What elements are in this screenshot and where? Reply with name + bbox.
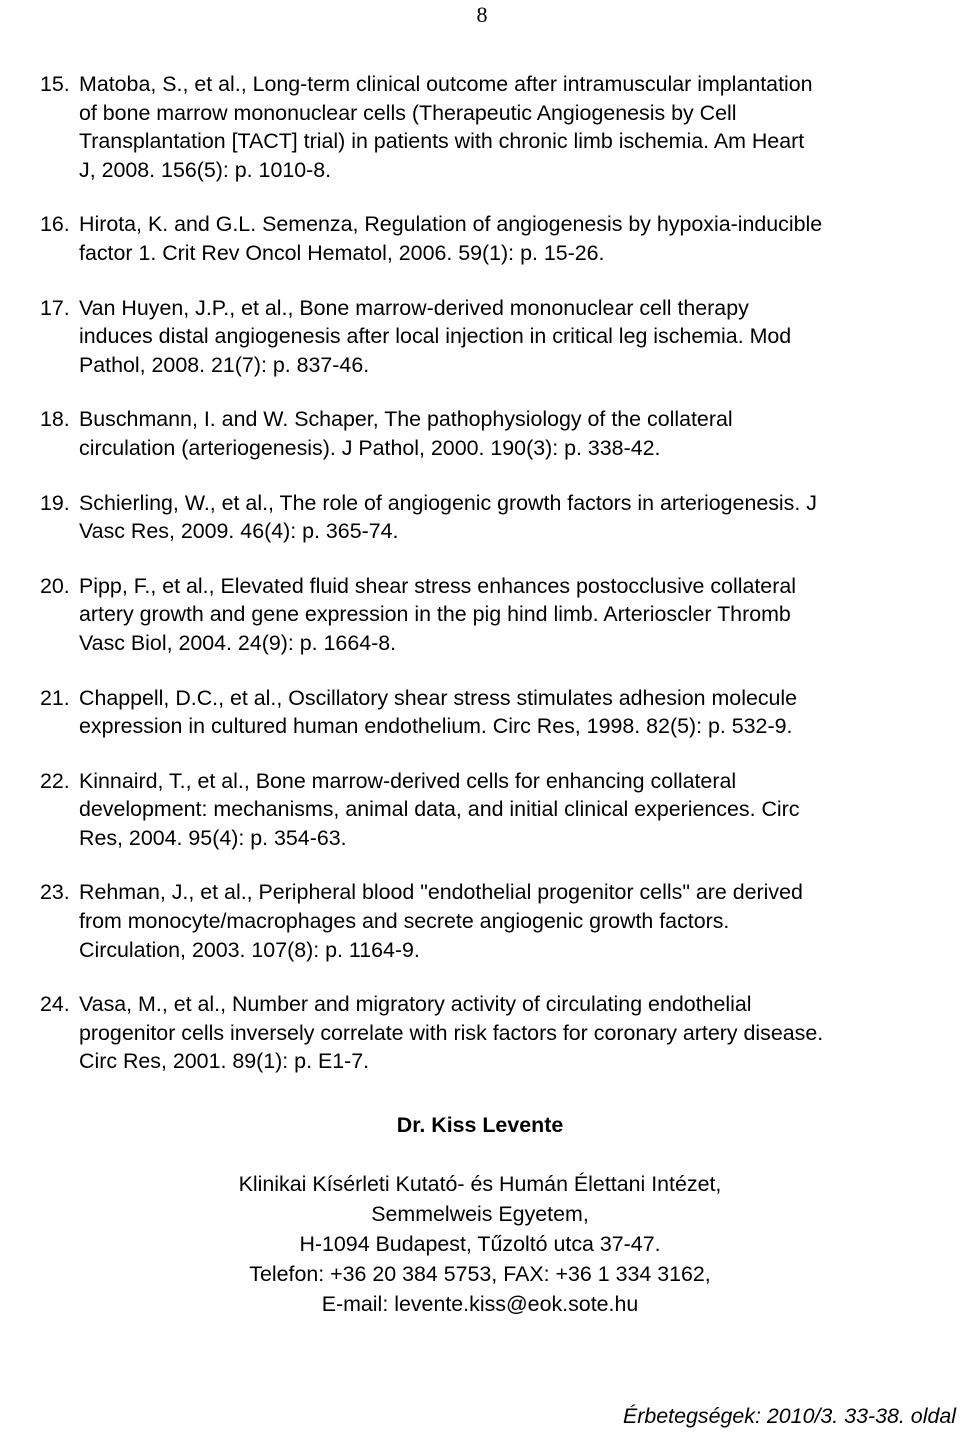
reference-text-line: Pipp, F., et al., Elevated fluid shear stress enhances postocclusive collateral (79, 573, 796, 598)
reference-number: 23. (40, 880, 70, 905)
reference-text-line: Vasc Res, 2009. 46(4): p. 365-74. (79, 519, 399, 544)
reference-text-line: Van Huyen, J.P., et al., Bone marrow-derived mononuclear cell therapy (79, 295, 749, 320)
reference-text-line: Circ Res, 2001. 89(1): p. E1-7. (79, 1049, 370, 1074)
reference-item (40, 990, 960, 1076)
reference-number: 18. (40, 407, 70, 432)
author-address: H-1094 Budapest, Tűzoltó utca 37-47. (299, 1232, 661, 1256)
author-phone: Telefon: +36 20 384 5753, FAX: +36 1 334 3162, (249, 1262, 711, 1286)
reference-text-line: Chappell, D.C., et al., Oscillatory shear stress stimulates adhesion molecule (79, 685, 798, 710)
reference-text-line: Circulation, 2003. 107(8): p. 1164-9. (79, 937, 420, 962)
reference-text-line: J, 2008. 156(5): p. 1010-8. (79, 157, 332, 182)
reference-number: 15. (40, 72, 70, 96)
reference-text-line: Vasa, M., et al., Number and migratory activity of circulating endothelial (79, 992, 752, 1017)
reference-text-line: artery growth and gene expression in the pig hind limb. Arterioscler Thromb (79, 602, 791, 627)
reference-text-line: progenitor cells inversely correlate with risk factors for coronary artery disease. (79, 1020, 824, 1045)
reference-item (40, 210, 960, 267)
author-email: E-mail: levente.kiss@eok.sote.hu (321, 1292, 639, 1316)
reference-number: 22. (40, 768, 70, 793)
reference-text-line: Matoba, S., et al., Long-term clinical outcome after intramuscular implantation (79, 72, 813, 96)
page-number: 8 (476, 2, 488, 27)
journal-footer: Érbetegségek: 2010/3. 33-38. oldal (623, 1404, 956, 1428)
reference-item (40, 878, 960, 964)
reference-item (40, 405, 960, 462)
reference-item (40, 767, 960, 853)
reference-number: 24. (40, 992, 70, 1017)
reference-text-line: Buschmann, I. and W. Schaper, The pathophysiology of the collateral (79, 407, 733, 432)
author-name: Dr. Kiss Levente (396, 1113, 564, 1137)
reference-text-line: Hirota, K. and G.L. Semenza, Regulation of angiogenesis by hypoxia-inducible (79, 212, 823, 237)
reference-item (40, 684, 960, 741)
reference-text-line: Schierling, W., et al., The role of angiogenic growth factors in arteriogenesis. J (79, 490, 817, 515)
reference-text-line: factor 1. Crit Rev Oncol Hematol, 2006. 59(1): p. 15-26. (79, 240, 605, 265)
author-signature-block (0, 1110, 960, 1319)
reference-text-line: induces distal angiogenesis after local injection in critical leg ischemia. Mod (79, 324, 792, 349)
reference-text-line: Rehman, J., et al., Peripheral blood "endothelial progenitor cells" are derived (79, 880, 803, 905)
reference-text-line: from monocyte/macrophages and secrete angiogenic growth factors. (79, 909, 730, 934)
author-institute: Klinikai Kísérleti Kutató- és Humán Élettani Intézet, (238, 1172, 722, 1196)
reference-item (40, 489, 960, 546)
reference-text-line: of bone marrow mononuclear cells (Therapeutic Angiogenesis by Cell (79, 100, 737, 125)
reference-number: 16. (40, 212, 70, 237)
reference-item (40, 572, 960, 658)
reference-text-line: development: mechanisms, animal data, and initial clinical experiences. Circ (79, 797, 800, 822)
reference-number: 19. (40, 490, 70, 515)
author-university: Semmelweis Egyetem, (371, 1202, 589, 1226)
reference-number: 21. (40, 685, 70, 710)
reference-text-line: circulation (arteriogenesis). J Pathol, 2000. 190(3): p. 338-42. (79, 435, 661, 460)
reference-text-line: Transplantation [TACT] trial) in patients with chronic limb ischemia. Am Heart (79, 129, 805, 154)
reference-text-line: expression in cultured human endothelium. Circ Res, 1998. 82(5): p. 532-9. (79, 714, 793, 739)
reference-text-line: Vasc Biol, 2004. 24(9): p. 1664-8. (79, 630, 397, 655)
reference-text-line: Kinnaird, T., et al., Bone marrow-derived cells for enhancing collateral (79, 768, 737, 793)
reference-item (40, 70, 960, 184)
reference-text-line: Pathol, 2008. 21(7): p. 837-46. (79, 352, 370, 377)
reference-number: 17. (40, 295, 70, 320)
reference-item (40, 294, 960, 380)
reference-number: 20. (40, 573, 70, 598)
reference-text-line: Res, 2004. 95(4): p. 354-63. (79, 825, 347, 850)
reference-list (40, 70, 960, 1102)
